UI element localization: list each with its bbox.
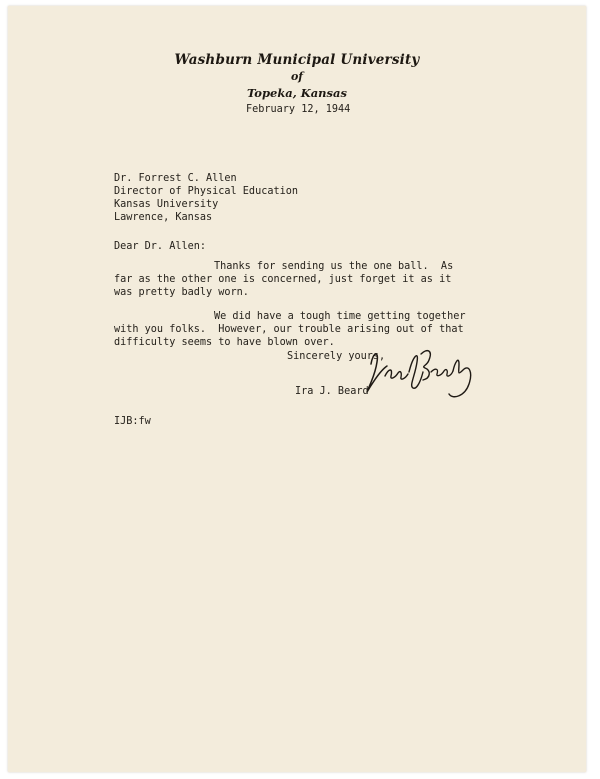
recipient-title: Director of Physical Education <box>114 186 299 197</box>
recipient-organization: Kansas University <box>114 199 219 210</box>
salutation: Dear Dr. Allen: <box>114 241 207 252</box>
recipient-city: Lawrence, Kansas <box>114 212 213 223</box>
closing: Sincerely yours, <box>287 351 386 362</box>
paragraph-2-line: difficulty seems to have blown over. <box>114 337 335 348</box>
reference-initials: IJB:fw <box>114 416 151 427</box>
paragraph-2-line: We did have a tough time getting together <box>214 311 466 322</box>
typed-signer-name: Ira J. Beard <box>295 386 369 397</box>
paragraph-2-line: with you folks. However, our trouble arising out of that <box>114 324 464 335</box>
recipient-name: Dr. Forrest C. Allen <box>114 173 237 184</box>
paragraph-1-line: far as the other one is concerned, just forget it as it <box>114 274 452 285</box>
paragraph-1-line: Thanks for sending us the one ball. As <box>214 261 454 272</box>
letter-page <box>8 6 586 772</box>
letter-date: February 12, 1944 <box>246 104 351 115</box>
letterhead-institution: Washburn Municipal University <box>174 52 420 68</box>
letterhead-location: Topeka, Kansas <box>247 86 347 100</box>
handwritten-signature <box>365 342 475 402</box>
paragraph-1-line: was pretty badly worn. <box>114 287 249 298</box>
letterhead-of: of <box>290 70 304 83</box>
